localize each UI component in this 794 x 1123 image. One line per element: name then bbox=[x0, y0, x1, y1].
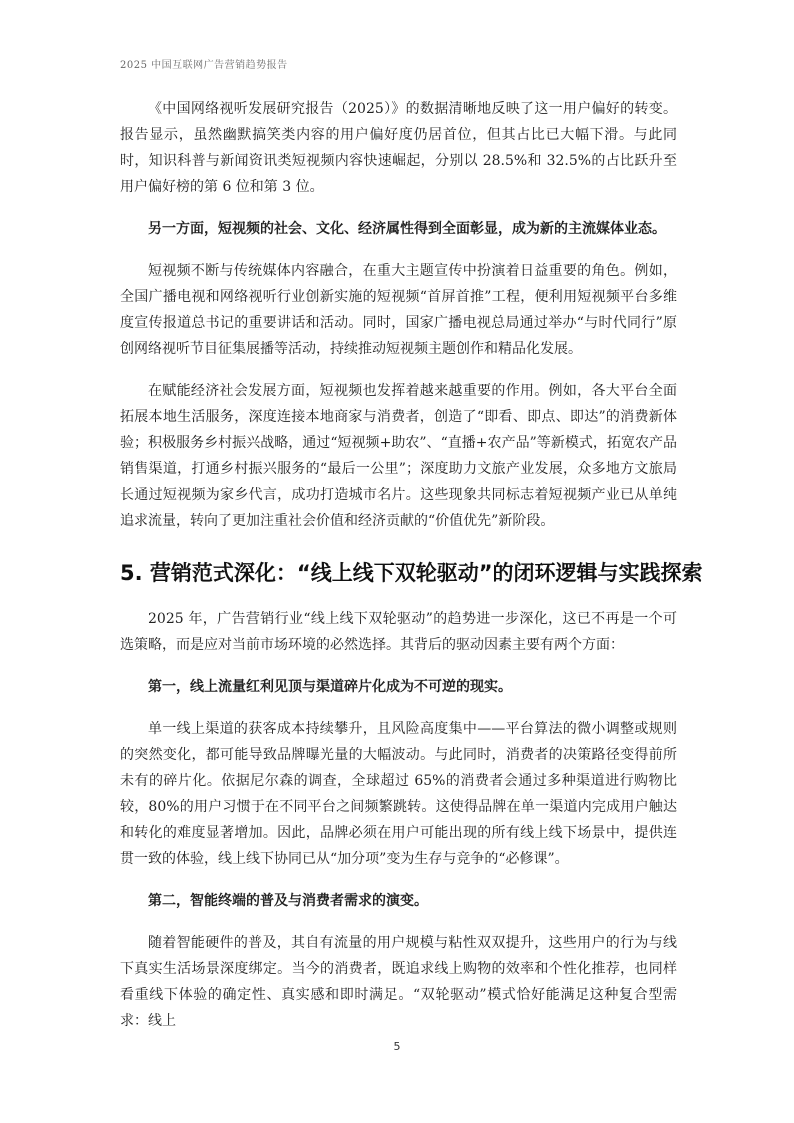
section-heading: 5. 营销范式深化：“线上线下双轮驱动”的闭环逻辑与实践探索 bbox=[120, 561, 703, 585]
paragraph-channel-fragmentation: 单一线上渠道的获客成本持续攀升，且风险高度集中——平台算法的微小调整或规则的突然变化，都可能导致品牌曝光量的大幅波动。与此同时，消费者的决策路径变得前所未有的碎片化。依据尼尔森的调查，全球超过 65%的消费者会通过多种渠道进行购物比较，80%的用户习惯于在不同平台之间频繁跳转。这使得品牌在单一渠道内完成用户触达和转化的难度显著增加。因此，品牌必须在用户可能出现的所有线上线下场景中，提供连贯一致的体验，线上线下协同已从“加分项”变为生存与竞争的“必修课”。 bbox=[120, 721, 677, 867]
paragraph-media-integration: 短视频不断与传统媒体内容融合，在重大主题宣传中扮演着日益重要的角色。例如，全国广播电视和网络视听行业创新实施的短视频“首屏首推”工程，便利用短视频平台多维度宣传报道总书记的重要讲话和活动。同时，国家广播电视总局通过举办“与时代同行”原创网络视听节目征集展播等活动，持续推动短视频主题创作和精品化发展。 bbox=[120, 263, 677, 357]
paragraph-dual-drive-intro: 2025 年，广告营销行业“线上线下双轮驱动”的趋势进一步深化，这已不再是一个可选策略，而是应对当前市场环境的必然选择。其背后的驱动因素主要有两个方面： bbox=[120, 611, 677, 653]
main-content bbox=[120, 96, 703, 1034]
paragraph-user-preference-shift: 《中国网络视听发展研究报告（2025）》的数据清晰地反映了这一用户偏好的转变。报告显示，虽然幽默搞笑类内容的用户偏好度仍居首位，但其占比已大幅下滑。与此同时，知识科普与新闻资讯类短视频内容快速崛起，分别以 28.5%和 32.5%的占比跃升至用户偏好榜的第 6 位和第 3 位。 bbox=[120, 101, 677, 195]
bold-statement-second-factor: 第二，智能终端的普及与消费者需求的演变。 bbox=[148, 893, 428, 909]
paragraph-economic-empowerment: 在赋能经济社会发展方面，短视频也发挥着越来越重要的作用。例如，各大平台全面拓展本地生活服务，深度连接本地商家与消费者，创造了“即看、即点、即达”的消费新体验；积极服务乡村振兴战略，通过“短视频+助农”、“直播+农产品”等新模式，拓宽农产品销售渠道，打通乡村振兴服务的“最后一公里”；深度助力文旅产业发展，众多地方文旅局长通过短视频为家乡代言，成功打造城市名片。这些现象共同标志着短视频产业已从单纯追求流量，转向了更加注重社会价值和经济贡献的“价值优先”新阶段。 bbox=[120, 383, 677, 529]
page-number: 5 bbox=[393, 1040, 401, 1053]
running-header: 2025 中国互联网广告营销趋势报告 bbox=[120, 60, 288, 71]
bold-statement-first-factor: 第一，线上流量红利见顶与渠道碎片化成为不可逆的现实。 bbox=[148, 679, 512, 695]
paragraph-smart-terminals: 随着智能硬件的普及，其自有流量的用户规模与粘性双双提升，这些用户的行为与线下真实生活场景深度绑定。当今的消费者，既追求线上购物的效率和个性化推荐，也同样看重线下体验的确定性、真实感和即时满足。“双轮驱动”模式恰好能满足这种复合型需求：线上 bbox=[120, 935, 677, 1029]
bold-statement-social-attributes: 另一方面，短视频的社会、文化、经济属性得到全面彰显，成为新的主流媒体业态。 bbox=[148, 221, 666, 237]
